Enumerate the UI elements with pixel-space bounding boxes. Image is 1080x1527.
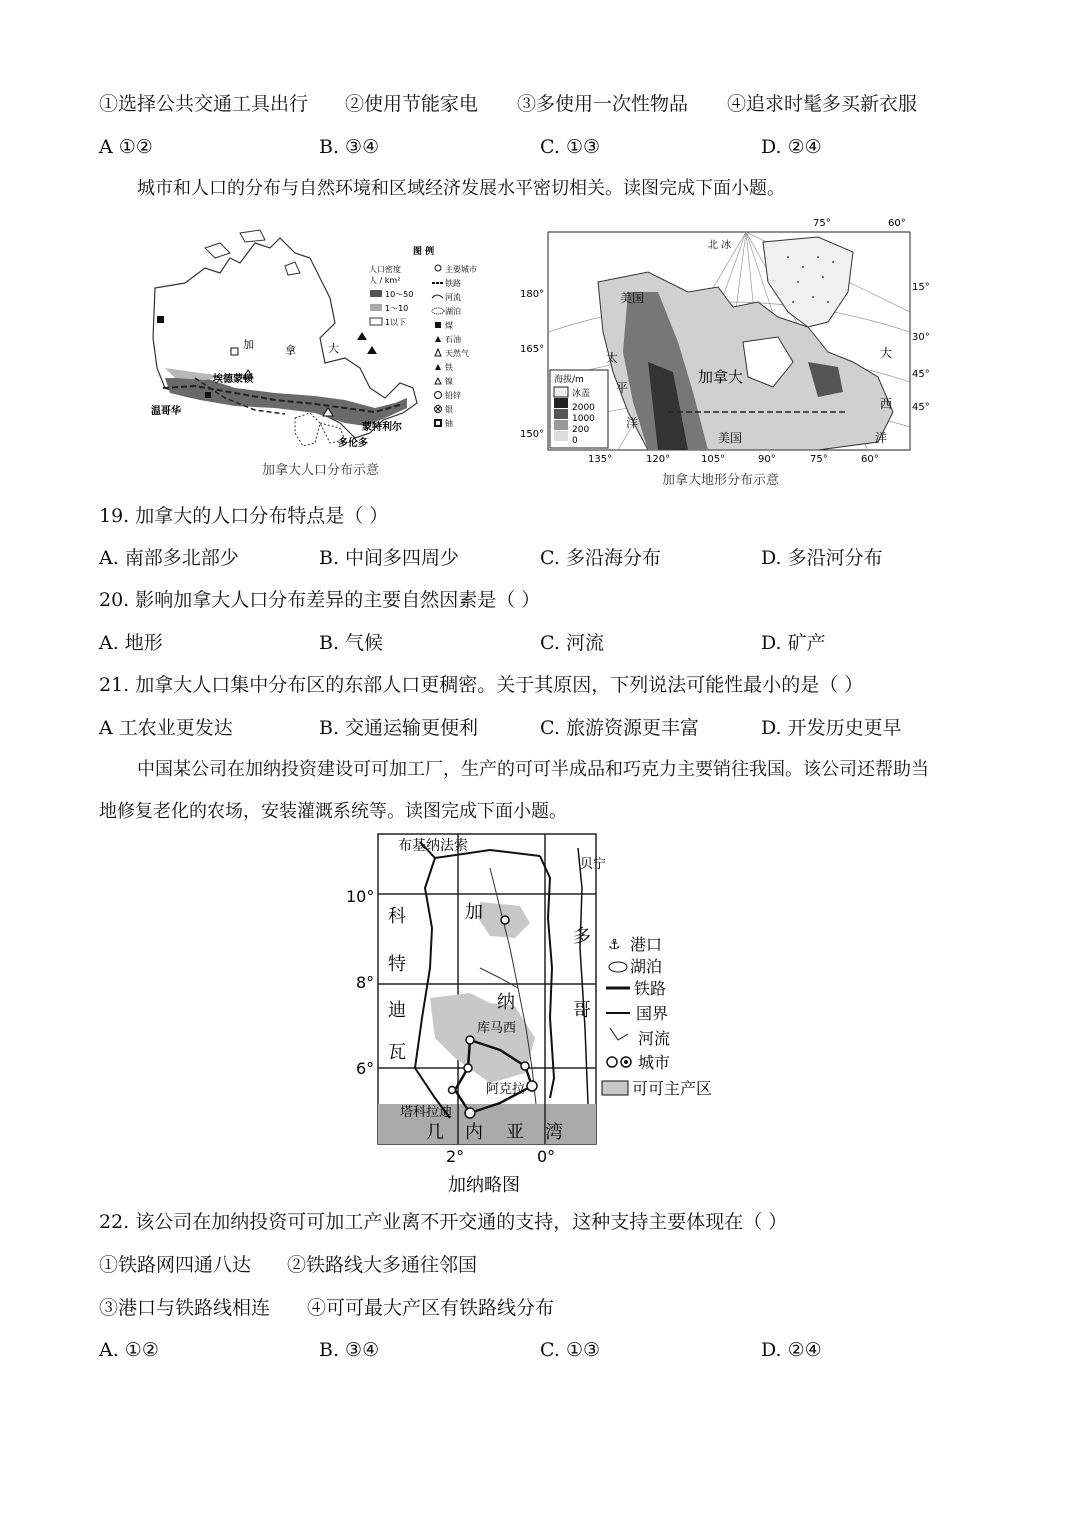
q20-option-a[interactable]: A. 地形 bbox=[99, 632, 163, 654]
q18-option-d[interactable]: D. ②④ bbox=[761, 136, 822, 158]
q20-stem: 20. 影响加拿大人口分布差异的主要自然因素是（ ） bbox=[99, 589, 541, 611]
q18-item-1: ①选择公共交通工具出行 bbox=[99, 93, 309, 115]
q21-option-c[interactable]: C. 旅游资源更丰富 bbox=[540, 717, 699, 739]
terrain-lat-180: 180° bbox=[520, 289, 545, 300]
terrain-top-lon-60: 60° bbox=[888, 218, 906, 229]
ghana-togo-1: 多 bbox=[573, 926, 591, 947]
terrain-top-lon-75: 75° bbox=[813, 218, 831, 229]
canada-population-map bbox=[145, 228, 505, 478]
ghana-legend-anchor-icon: ⚓ bbox=[608, 937, 621, 953]
ghana-lat-8: 8° bbox=[356, 973, 375, 992]
ghana-map-caption: 加纳略图 bbox=[448, 1175, 520, 1196]
q20-option-b[interactable]: B. 气候 bbox=[319, 632, 384, 654]
ghana-togo-2: 哥 bbox=[573, 1000, 591, 1021]
terrain-legend-2000: 2000 bbox=[572, 403, 595, 413]
q22-option-c[interactable]: C. ①③ bbox=[540, 1339, 601, 1361]
terrain-canada: 加拿大 bbox=[698, 368, 744, 386]
pop-label-edmonton: 埃德蒙顿 bbox=[213, 374, 253, 385]
ghana-kumasi: 库马西 bbox=[477, 1021, 517, 1036]
ghana-legend-river: 河流 bbox=[638, 1029, 671, 1048]
ghana-gulf-1: 几 bbox=[426, 1122, 444, 1143]
q19-option-a[interactable]: A. 南部多北部少 bbox=[99, 547, 239, 569]
terrain-legend-ice: 冰盖 bbox=[572, 389, 591, 399]
pop-sym-oil: 石油 bbox=[445, 335, 461, 344]
pop-legend-title: 图 例 bbox=[413, 247, 435, 257]
q18-item-4: ④追求时髦多买新衣服 bbox=[727, 93, 918, 115]
ghana-legend-lake: 湖泊 bbox=[630, 957, 663, 976]
terrain-lon-105: 105° bbox=[701, 454, 726, 465]
q18-option-a[interactable]: A ①② bbox=[99, 136, 153, 158]
terrain-map-caption: 加拿大地形分布示意 bbox=[662, 473, 780, 488]
q19-option-c[interactable]: C. 多沿海分布 bbox=[540, 547, 661, 569]
terrain-atlantic-1: 大 bbox=[880, 346, 893, 360]
pop-sym-iron: 铁 bbox=[445, 363, 453, 372]
ghana-legend-rail: 铁路 bbox=[634, 979, 667, 998]
terrain-legend-1000: 1000 bbox=[572, 414, 595, 424]
q22-item-2: ②铁路线大多通往邻国 bbox=[287, 1254, 478, 1276]
ghana-legend-cocoa: 可可主产区 bbox=[632, 1079, 713, 1098]
terrain-lat-150: 150° bbox=[520, 429, 545, 440]
q20-option-d[interactable]: D. 矿产 bbox=[761, 632, 826, 654]
ghana-label-jia: 加 bbox=[465, 902, 483, 923]
pop-label-montreal: 蒙特利尔 bbox=[362, 422, 402, 433]
ghana-cote-3: 迪 bbox=[388, 1000, 406, 1021]
terrain-right-45a: 45° bbox=[912, 369, 930, 380]
ghana-lat-10: 10° bbox=[346, 887, 375, 906]
q22-item-4: ④可可最大产区有铁路线分布 bbox=[307, 1297, 555, 1319]
ghana-cote-1: 科 bbox=[388, 906, 406, 927]
terrain-legend-200: 200 bbox=[572, 425, 590, 435]
terrain-right-45b: 45° bbox=[912, 402, 930, 413]
ghana-accra: 阿克拉 bbox=[486, 1082, 526, 1097]
pop-density-3: 1以下 bbox=[385, 318, 407, 327]
pop-label-vancouver: 温哥华 bbox=[151, 406, 181, 417]
pop-sym-city: 主要城市 bbox=[445, 265, 477, 274]
terrain-arctic: 北 冰 bbox=[708, 240, 732, 251]
canada-terrain-map bbox=[518, 212, 938, 482]
terrain-right-15: 15° bbox=[912, 282, 930, 293]
q21-option-b[interactable]: B. 交通运输更便利 bbox=[319, 717, 479, 739]
pop-sym-silver: 银 bbox=[445, 405, 453, 414]
pop-density-unit: 人 / km² bbox=[369, 276, 401, 285]
pop-density-title: 人口密度 bbox=[369, 265, 401, 274]
q21-stem: 21. 加拿大人口集中分布区的东部人口更稠密。关于其原因，下列说法可能性最小的是（ ） bbox=[99, 674, 864, 696]
ghana-cote-2: 特 bbox=[388, 954, 406, 975]
pop-sym-rail: 铁路 bbox=[445, 279, 461, 288]
q22-option-a[interactable]: A. ①② bbox=[99, 1339, 159, 1361]
pop-sym-lake: 湖泊 bbox=[445, 307, 461, 316]
q22-option-b[interactable]: B. ③④ bbox=[319, 1339, 380, 1361]
q19-stem: 19. 加拿大的人口分布特点是（ ） bbox=[99, 505, 389, 527]
ghana-legend-port: 港口 bbox=[630, 935, 663, 954]
terrain-pacific-3: 洋 bbox=[626, 416, 639, 430]
pop-density-1: 10～50 bbox=[385, 290, 414, 299]
ghana-benin: 贝宁 bbox=[580, 857, 607, 872]
q22-item-3: ③港口与铁路线相连 bbox=[99, 1297, 271, 1319]
ghana-legend-border: 国界 bbox=[636, 1004, 669, 1023]
ghana-gulf-2: 内 bbox=[465, 1122, 483, 1143]
pop-sym-gas: 天然气 bbox=[445, 349, 469, 358]
pop-label-jia: 加 bbox=[243, 338, 254, 351]
q21-option-d[interactable]: D. 开发历史更早 bbox=[761, 717, 902, 739]
q20-option-c[interactable]: C. 河流 bbox=[540, 632, 604, 654]
ghana-map bbox=[340, 828, 740, 1200]
q22-stem: 22. 该公司在加纳投资可可加工产业离不开交通的支持，这种支持主要体现在（ ） bbox=[99, 1211, 788, 1233]
q19-option-d[interactable]: D. 多沿河分布 bbox=[761, 547, 883, 569]
ghana-cote-4: 瓦 bbox=[388, 1042, 406, 1063]
ghana-lat-6: 6° bbox=[356, 1059, 375, 1078]
pop-sym-leadzinc: 铅锌 bbox=[445, 391, 461, 400]
pop-sym-uranium: 铀 bbox=[445, 419, 453, 428]
terrain-lon-90: 90° bbox=[758, 454, 776, 465]
pop-sym-coal: 煤 bbox=[445, 321, 453, 330]
pop-map-caption: 加拿大人口分布示意 bbox=[262, 463, 380, 478]
ghana-label-na: 纳 bbox=[497, 992, 515, 1013]
terrain-usa-top: 美国 bbox=[620, 291, 645, 305]
pop-label-na: 拿 bbox=[285, 344, 296, 357]
pop-sym-river: 河流 bbox=[445, 293, 461, 302]
pop-label-da: 大 bbox=[328, 342, 339, 355]
terrain-lat-165: 165° bbox=[520, 344, 545, 355]
q18-option-b[interactable]: B. ③④ bbox=[319, 136, 380, 158]
intro-2-line-1: 中国某公司在加纳投资建设可可加工厂，生产的可可半成品和巧克力主要销往我国。该公司还帮助当 bbox=[137, 759, 929, 780]
terrain-usa-bottom: 美国 bbox=[718, 431, 743, 445]
terrain-legend-0: 0 bbox=[572, 436, 578, 446]
terrain-legend-title: 海拔/m bbox=[554, 375, 584, 385]
terrain-lon-135: 135° bbox=[588, 454, 613, 465]
q18-option-c[interactable]: C. ①③ bbox=[540, 136, 601, 158]
intro-2-line-2: 地修复老化的农场，安装灌溉系统等。读图完成下面小题。 bbox=[99, 801, 567, 822]
ghana-lon-0: 0° bbox=[537, 1147, 556, 1166]
pop-density-2: 1～10 bbox=[385, 304, 409, 313]
ghana-gulf-4: 湾 bbox=[545, 1122, 563, 1143]
q18-item-2: ②使用节能家电 bbox=[345, 93, 479, 115]
q22-option-d[interactable]: D. ②④ bbox=[761, 1339, 822, 1361]
q22-item-1: ①铁路网四通八达 bbox=[99, 1254, 252, 1276]
terrain-right-30: 30° bbox=[912, 332, 930, 343]
q21-option-a[interactable]: A 工农业更发达 bbox=[99, 717, 233, 739]
pop-label-toronto: 多伦多 bbox=[338, 438, 368, 449]
terrain-lon-120: 120° bbox=[646, 454, 671, 465]
ghana-gulf-3: 亚 bbox=[506, 1122, 524, 1143]
terrain-pacific-1: 太 bbox=[606, 351, 619, 365]
terrain-lon-75: 75° bbox=[810, 454, 828, 465]
ghana-takoradi: 塔科拉迪 bbox=[400, 1105, 453, 1120]
intro-1: 城市和人口的分布与自然环境和区域经济发展水平密切相关。读图完成下面小题。 bbox=[137, 178, 785, 199]
ghana-burkina: 布基纳法索 bbox=[398, 838, 468, 854]
terrain-atlantic-2: 西 bbox=[880, 397, 893, 411]
ghana-legend-city: 城市 bbox=[638, 1053, 671, 1072]
q19-option-b[interactable]: B. 中间多四周少 bbox=[319, 547, 460, 569]
ghana-lon-2: 2° bbox=[446, 1147, 465, 1166]
q18-item-3: ③多使用一次性物品 bbox=[517, 93, 689, 115]
pop-sym-nickel: 镍 bbox=[445, 377, 453, 386]
terrain-lon-60: 60° bbox=[861, 454, 879, 465]
terrain-pacific-2: 平 bbox=[616, 381, 629, 395]
terrain-atlantic-3: 洋 bbox=[875, 431, 888, 445]
